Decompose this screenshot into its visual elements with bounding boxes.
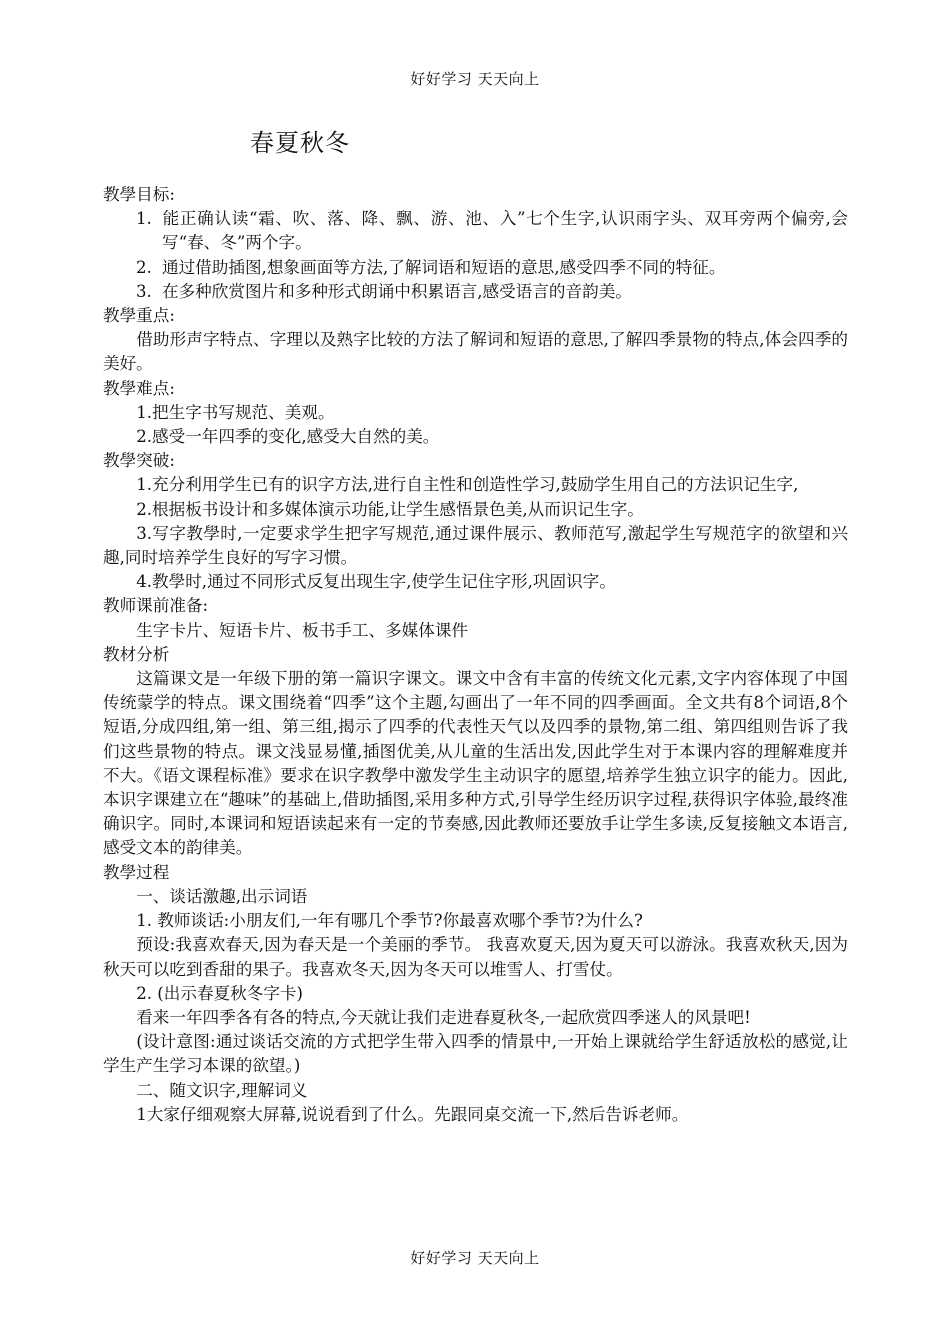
- process-item: 看来一年四季各有各的特点,今天就让我们走进春夏秋冬,一起欣赏四季迷人的风景吧!: [136, 1007, 751, 1027]
- goal-text: 在多种欣赏图片和多种形式朗诵中积累语言,感受语言的音韵美。: [162, 281, 632, 301]
- goal-text: 能正确认读“霜、吹、落、降、飘、游、池、入”七个生字,认识雨字头、双耳旁两个偏旁,会写“春、冬”两个字。: [162, 209, 848, 253]
- goal-number: 2.: [136, 257, 152, 277]
- process-heading: 教學过程: [103, 862, 170, 882]
- page-title: 春夏秋冬: [250, 129, 350, 157]
- goal-text: 通过借助插图,想象画面等方法,了解词语和短语的意思,感受四季不同的特征。: [162, 257, 726, 277]
- process-item: 1. 教师谈话:小朋友们,一年有哪几个季节?你最喜欢哪个季节?为什么?: [136, 911, 643, 931]
- page-header: 好好学习 天天向上: [410, 70, 540, 88]
- prep-text: 生字卡片、短语卡片、板书手工、多媒体课件: [136, 620, 469, 640]
- difficulty-heading: 教學难点:: [103, 378, 175, 398]
- process-item: 二、随文识字,理解词义: [136, 1080, 308, 1100]
- breakthrough-item: 3.写字教學时,一定要求学生把字写规范,通过课件展示、教师范写,激起学生写规范字的欲望和兴趣,同时培养学生良好的写字习惯。: [103, 523, 848, 568]
- analysis-text: 这篇课文是一年级下册的第一篇识字课文。课文中含有丰富的传统文化元素,文字内容体现了中国传统蒙学的特点。课文围绕着“四季”这个主题,勾画出了一年不同的四季画面。全文共有8个词语,8个短语,分成四组,第一组、第三组,揭示了四季的代表性天气以及四季的景物,第二组、第四组则告诉了我们这些景物的特点。课文浅显易懂,插图优美,从儿童的生活出发,因此学生对于本课内容的理解难度并不大。《语文课程标准》要求在识字教學中激发学生主动识字的愿望,培养学生独立识字的能力。因此,本识字课建立在“趣味”的基础上,借助插图,采用多种方式,引导学生经历识字过程,获得识字体验,最终准确识字。同时,本课词和短语读起来有一定的节奏感,因此教师还要放手让学生多读,反复接触文本语言,感受文本的韵律美。: [103, 669, 848, 858]
- process-item: (设计意图:通过谈话交流的方式把学生带入四季的情景中,一开始上课就给学生舒适放松的感觉,让学生产生学习本课的欲望。): [103, 1032, 848, 1076]
- process-item: 2. (出示春夏秋冬字卡): [136, 983, 303, 1003]
- goals-heading: 教學目标:: [103, 185, 175, 204]
- process-item: 预设:我喜欢春天,因为春天是一个美丽的季节。 我喜欢夏天,因为夏天可以游泳。我喜欢秋天,因为秋天可以吃到香甜的果子。我喜欢冬天,因为冬天可以堆雪人、打雪仗。: [103, 935, 848, 979]
- focus-heading: 教學重点:: [103, 306, 175, 326]
- document-body: [103, 183, 848, 1127]
- goal-number: 1.: [136, 209, 152, 229]
- goals-list: [103, 207, 848, 304]
- goal-item: [103, 280, 848, 304]
- breakthrough-item: 1.充分利用学生已有的识字方法,进行自主性和创造性学习,鼓励学生用自己的方法识记生字,: [136, 475, 799, 495]
- goal-item: [103, 207, 848, 255]
- prep-heading: 教师课前准备:: [103, 596, 209, 616]
- breakthrough-item: 2.根据板书设计和多媒体演示功能,让学生感悟景色美,从而识记生字。: [136, 499, 644, 519]
- process-item: 1大家仔细观察大屏幕,说说看到了什么。先跟同桌交流一下,然后告诉老师。: [136, 1104, 689, 1124]
- difficulty-item: 1.把生字书写规范、美观。: [136, 402, 335, 422]
- goal-item: [103, 256, 848, 280]
- process-item: 一、谈话激趣,出示词语: [136, 886, 308, 906]
- breakthrough-item: 4.教學时,通过不同形式反复出现生字,使学生记住字形,巩固识字。: [136, 572, 616, 592]
- difficulty-item: 2.感受一年四季的变化,感受大自然的美。: [136, 427, 440, 447]
- page-footer: 好好学习 天天向上: [410, 1249, 540, 1267]
- breakthrough-heading: 教學突破:: [103, 451, 175, 471]
- focus-text: 借助形声字特点、字理以及熟字比较的方法了解词和短语的意思,了解四季景物的特点,体会四季的美好。: [103, 330, 848, 374]
- analysis-heading: 教材分析: [103, 644, 170, 664]
- goal-number: 3.: [136, 281, 152, 301]
